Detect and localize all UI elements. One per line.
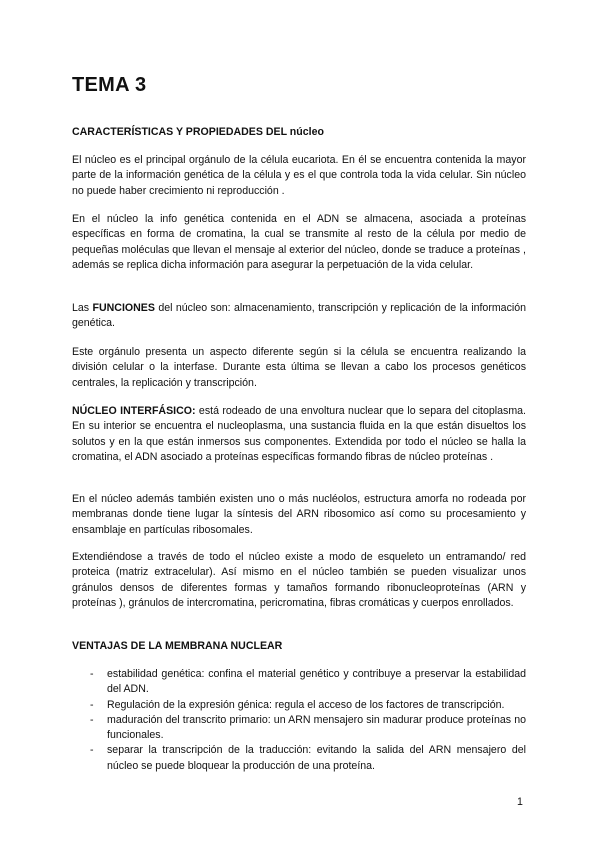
advantages-list (72, 667, 526, 774)
page-number: 1 (517, 796, 523, 808)
section-heading-advantages: VENTAJAS DE LA MEMBRANA NUCLEAR (72, 640, 283, 652)
list-item-text: separar la transcripción de la traducción: evitando la salida del ARN mensajero del núcleo se puede bloquear la producción de una proteína. (107, 744, 526, 772)
list-item (72, 743, 526, 774)
functions-keyword: FUNCIONES (92, 302, 155, 314)
bullet-dash: - (90, 744, 94, 757)
bullet-dash: - (90, 713, 94, 726)
paragraph-genetic-info: En el núcleo la info genética contenida en el ADN se almacena, asociada a proteínas específicas en forma de cromatina, la cual se transmite al resto de la célula por medio de pequeñas moléculas que llevan el mensaje al exterior del núcleo, donde se traduce a proteínas , además se replica dicha información para asegurar la perpetuación de la vida celular. (72, 213, 526, 271)
paragraph-appearance: Este orgánulo presenta un aspecto diferente según si la célula se encuentra realizando la división celular o la interfase. Durante esta última se llevan a cabo los procesos genéticos centrales, la replicación y transcripción. (72, 346, 526, 389)
section-heading-characteristics: CARACTERÍSTICAS Y PROPIEDADES DEL núcleo (72, 126, 324, 138)
bullet-dash: - (90, 668, 94, 680)
bullet-dash: - (90, 698, 94, 711)
list-item (72, 667, 526, 698)
paragraph-nuclear-matrix: Extendiéndose a través de todo el núcleo existe a modo de esqueleto un entramando/ red proteica (matriz extracelular). Así mismo en el núcleo también se pueden visualizar unos gránulos densos de diferentes formas y tamaños formando ribonucleoproteínas (ARN y proteínas ), gránulos de intercromatina, pericromatina, fibras cromáticas y cuerpos enrollados. (72, 551, 526, 609)
list-item-text: Regulación de la expresión génica: regula el acceso de los factores de transcripción. (107, 698, 505, 711)
interphase-text: está rodeado de una envoltura nuclear que lo separa del citoplasma. En su interior se encuentra el nucleoplasma, una sustancia fluida en la que están disueltos los solutos y en la que están inmersos sus componentes. Extendida por todo el núcleo se halla la cromatina, el ADN asociado a proteínas específicas formando fibras de núcleo proteínas . (72, 405, 526, 463)
paragraph-intro: El núcleo es el principal orgánulo de la célula eucariota. En él se encuentra contenida la mayor parte de la información genética de la célula y es el que controla toda la vida celular. Sin núcleo no puede haber crecimiento ni reproducción . (72, 154, 526, 197)
functions-prefix: Las (72, 302, 93, 314)
list-item-text: estabilidad genética: confina el material genético y contribuye a preservar la estabilidad del ADN. (107, 668, 526, 696)
paragraph-nucleolus: En el núcleo además también existen uno o más nucléolos, estructura amorfa no rodeada por membranas donde tiene lugar la síntesis del ARN ribosomico así como su procesamiento y ensamblaje en partículas ribosomales. (72, 493, 526, 536)
paragraph-interphase-nucleus (72, 404, 526, 465)
list-item (72, 713, 526, 744)
functions-text: del núcleo son: almacenamiento, transcripción y replicación de la información genética. (72, 302, 527, 330)
interphase-keyword: NÚCLEO INTERFÁSICO: (72, 405, 196, 417)
list-item-text: maduración del transcrito primario: un ARN mensajero sin madurar produce proteínas no funcionales. (107, 713, 526, 742)
paragraph-functions (72, 301, 526, 332)
list-item (72, 698, 526, 713)
page-title: TEMA 3 (72, 74, 147, 96)
